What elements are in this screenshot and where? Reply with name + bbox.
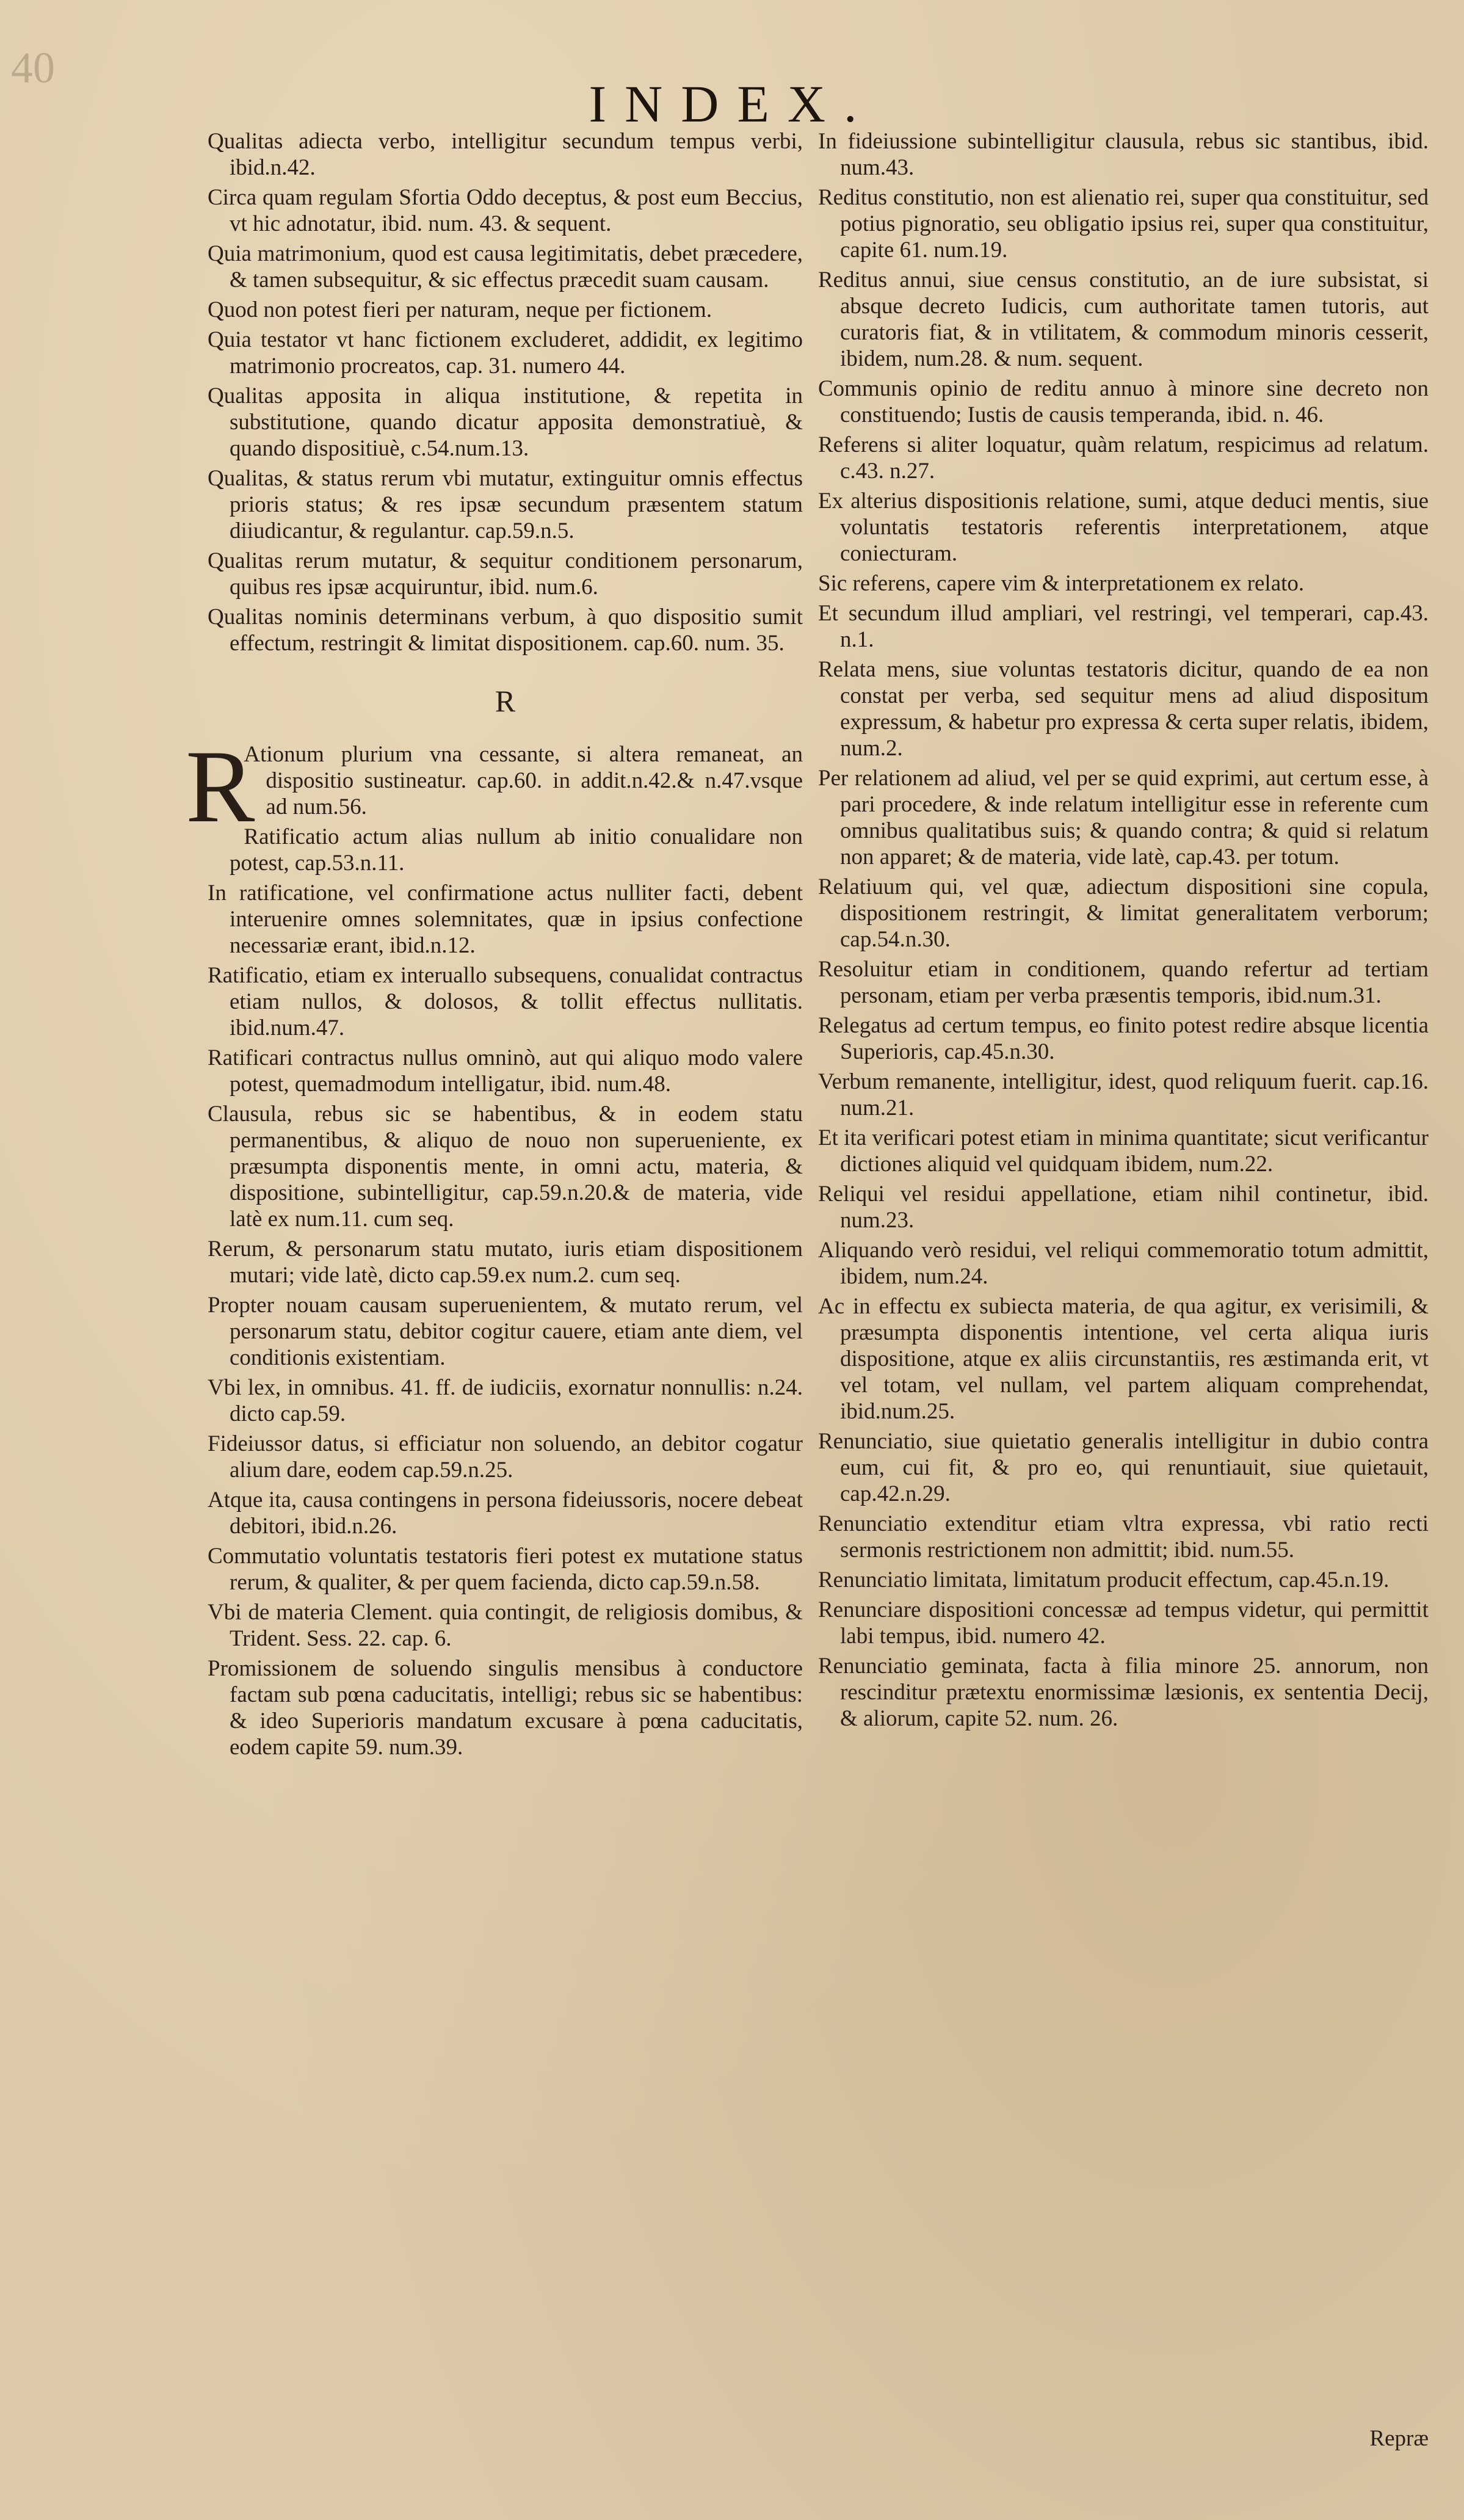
index-entry: Quod non potest fieri per naturam, neque per fictionem. xyxy=(208,297,712,322)
index-entry: Ex alterius dispositionis relatione, sumi, atque deduci mentis, siue voluntatis testatoris referentis interpretationem, atque coniecturam. xyxy=(818,488,1429,566)
index-entry: Ratificatio actum alias nullum ab initio conualidare non potest, cap.53.n.11. xyxy=(230,824,803,876)
r-entries xyxy=(208,824,803,1760)
index-entry: Renunciatio, siue quietatio generalis intelligitur in dubio contra eum, cui fit, & pro eo, qui renuntiauit, siue quietauit, cap.42.n.29. xyxy=(818,1429,1429,1506)
index-entry: Vbi lex, in omnibus. 41. ff. de iudiciis, exornatur nonnullis: n.24. dicto cap.59. xyxy=(208,1375,803,1426)
index-entry: Quia testator vt hanc fictionem excluderet, addidit, ex legitimo matrimonio procreatos, cap. 31. numero 44. xyxy=(208,327,803,379)
index-entry: Commutatio voluntatis testatoris fieri potest ex mutatione status rerum, & qualiter, & per quem facienda, dicto cap.59.n.58. xyxy=(208,1544,803,1595)
index-entry: Et ita verificari potest etiam in minima quantitate; sicut verificantur dictiones aliquid vel quidquam ibidem, num.22. xyxy=(818,1125,1429,1177)
drop-cap-text: Ationum plurium vna cessante, si altera remaneat, an dispositio sustineatur. cap.60. in addit.n.42.& n.47.vsque ad num.56. xyxy=(244,742,803,819)
index-entry: Qualitas nominis determinans verbum, à quo dispositio sumit effectum, restringit & limitat dispositionem. cap.60. num. 35. xyxy=(208,605,803,656)
page-number-mark: 40 xyxy=(11,43,55,92)
index-entry: Reliqui vel residui appellatione, etiam nihil continetur, ibid. num.23. xyxy=(818,1182,1429,1233)
index-entry: Referens si aliter loquatur, quàm relatum, respicimus ad relatum. c.43. n.27. xyxy=(818,432,1429,484)
index-entry: In ratificatione, vel confirmatione actus nulliter facti, debent interuenire omnes solemnitates, quæ in ipsius confectione necessariæ erant, ibid.n.12. xyxy=(208,881,803,958)
left-column xyxy=(186,128,803,1764)
index-entry: Renunciatio extenditur etiam vltra expressa, vbi ratio recti sermonis restrictionem non admittit; ibid. num.55. xyxy=(818,1511,1429,1563)
index-entry: Renunciare dispositioni concessæ ad tempus videtur, qui permittit labi tempus, ibid. numero 42. xyxy=(818,1597,1429,1649)
index-entry: Renunciatio geminata, facta à filia minore 25. annorum, non rescinditur prætextu enormissimæ læsionis, ex sententia Decij, & aliorum, capite 52. num. 26. xyxy=(818,1654,1429,1731)
index-entry: Resoluitur etiam in conditionem, quando refertur ad tertiam personam, etiam per verba præsentis temporis, ibid.num.31. xyxy=(818,957,1429,1008)
index-entry: Reditus annui, siue census constitutio, an de iure subsistat, si absque decreto Iudicis, cum authoritate tamen tutoris, aut curatoris fiat, & in vtilitatem, & commodum minoris cesserit, ibidem, num.28. & num. sequent. xyxy=(818,267,1429,371)
index-entry: Propter nouam causam superuenientem, & mutato rerum, vel personarum statu, debitor cogitur cauere, etiam ante diem, vel conditionis existentiam. xyxy=(208,1293,803,1370)
running-head: INDEX. xyxy=(589,74,875,133)
right-column xyxy=(818,128,1429,1735)
index-entry: Vbi de materia Clement. quia contingit, de religiosis domibus, & Trident. Sess. 22. cap. 6. xyxy=(208,1600,803,1651)
index-entry: Ac in effectu ex subiecta materia, de qua agitur, ex verisimili, & præsumpta disponentis intentione, vel certa aliqua iuris dispositione, atque ex aliis circunstantiis, res æstimanda erit, vt vel totam, vel nullam, vel partem aliquam comprehendat, ibid.num.25. xyxy=(818,1294,1429,1424)
drop-cap: R xyxy=(186,729,255,844)
index-entry: Clausula, rebus sic se habentibus, & in eodem statu permanentibus, & aliquo de nouo non superueniente, ex præsumpta disponentis mente, in omni actu, materia, & dispositione, subintelligitur, cap.59.n.20.& de materia, vide latè ex num.11. cum seq. xyxy=(208,1102,803,1232)
index-entry: Quia matrimonium, quod est causa legitimitatis, debet præcedere, & tamen subsequitur, & sic effectus præcedit suam causam. xyxy=(208,241,803,292)
index-entry: Rerum, & personarum statu mutato, iuris etiam dispositionem mutari; vide latè, dicto cap.59.ex num.2. cum seq. xyxy=(208,1236,803,1288)
index-entry: Verbum remanente, intelligitur, idest, quod reliquum fuerit. cap.16. num.21. xyxy=(818,1069,1429,1120)
index-entry: Sic referens, capere vim & interpretationem ex relato. xyxy=(818,571,1305,596)
index-entry-dropcap xyxy=(186,729,803,844)
index-entry: Atque ita, causa contingens in persona fideiussoris, nocere debeat debitori, ibid.n.26. xyxy=(208,1487,803,1539)
index-entry: Qualitas rerum mutatur, & sequitur conditionem personarum, quibus res ipsæ acquiruntur, ibid. num.6. xyxy=(208,548,803,600)
index-entry: Per relationem ad aliud, vel per se quid exprimi, aut certum esse, à pari procedere, & inde relatum intelligitur esse in referente cum omnibus qualitatibus suis; & quando contra; & quid si relatum non apparet; & de materia, vide latè, cap.43. per totum. xyxy=(818,766,1429,870)
index-entry: Ratificatio, etiam ex interuallo subsequens, conualidat contractus etiam nullos, & dolosos, & tollit effectus nullitatis. ibid.num.47. xyxy=(208,963,803,1040)
index-entry: Et secundum illud ampliari, vel restringi, vel temperari, cap.43. n.1. xyxy=(818,601,1429,652)
index-entry: Relata mens, siue voluntas testatoris dicitur, quando de ea non constat per verba, sed sequitur mens ad aliud dispositum expressum, & habetur pro expressa & certa super relatis, ibidem, num.2. xyxy=(818,657,1429,761)
section-letter: R xyxy=(495,684,516,718)
index-entry: Qualitas adiecta verbo, intelligitur secundum tempus verbi, ibid.n.42. xyxy=(208,129,803,180)
index-entry: Circa quam regulam Sfortia Oddo deceptus, & post eum Beccius, vt hic adnotatur, ibid. num. 43. & sequent. xyxy=(208,185,803,236)
index-entry: Qualitas, & status rerum vbi mutatur, extinguitur omnis effectus prioris status; & res ipsæ secundum præsentem statum diiudicantur, & regulantur. cap.59.n.5. xyxy=(208,466,803,543)
index-entry: Ratificari contractus nullus omninò, aut qui aliquo modo valere potest, quemadmodum intelligatur, ibid. num.48. xyxy=(208,1045,803,1097)
index-entry: Fideiussor datus, si efficiatur non soluendo, an debitor cogatur alium dare, eodem cap.59.n.25. xyxy=(208,1431,803,1483)
index-entry: Renunciatio limitata, limitatum producit effectum, cap.45.n.19. xyxy=(818,1567,1390,1592)
index-entry: Promissionem de soluendo singulis mensibus à conductore factam sub pœna caducitatis, intelligi; rebus sic se habentibus: & ideo Superioris mandatum excusare à pœna caducitatis, eodem capite 59. num.39. xyxy=(208,1656,803,1760)
catchword: Repræ xyxy=(1369,2426,1429,2451)
index-entry: Qualitas apposita in aliqua institutione, & repetita in substitutione, quando dicatur apposita demonstratiuè, & quando dispositiuè, c.54.num.13. xyxy=(208,383,803,461)
index-entry: In fideiussione subintelligitur clausula, rebus sic stantibus, ibid. num.43. xyxy=(818,129,1429,180)
index-entry: Aliquando verò residui, vel reliqui commemoratio totum admittit, ibidem, num.24. xyxy=(818,1238,1429,1289)
index-entry: Relegatus ad certum tempus, eo finito potest redire absque licentia Superioris, cap.45.n.30. xyxy=(818,1013,1429,1064)
index-entry: Communis opinio de reditu annuo à minore sine decreto non constituendo; Iustis de causis temperanda, ibid. n. 46. xyxy=(818,376,1429,427)
index-entry: Reditus constitutio, non est alienatio rei, super qua constituitur, sed potius pignoratio, seu obligatio ipsius rei, super qua constituitur, capite 61. num.19. xyxy=(818,185,1429,263)
q-entries xyxy=(208,128,803,656)
index-entry: Relatiuum qui, vel quæ, adiectum dispositioni sine copula, dispositionem restringit, & limitat generalitatem verborum; cap.54.n.30. xyxy=(818,874,1429,952)
